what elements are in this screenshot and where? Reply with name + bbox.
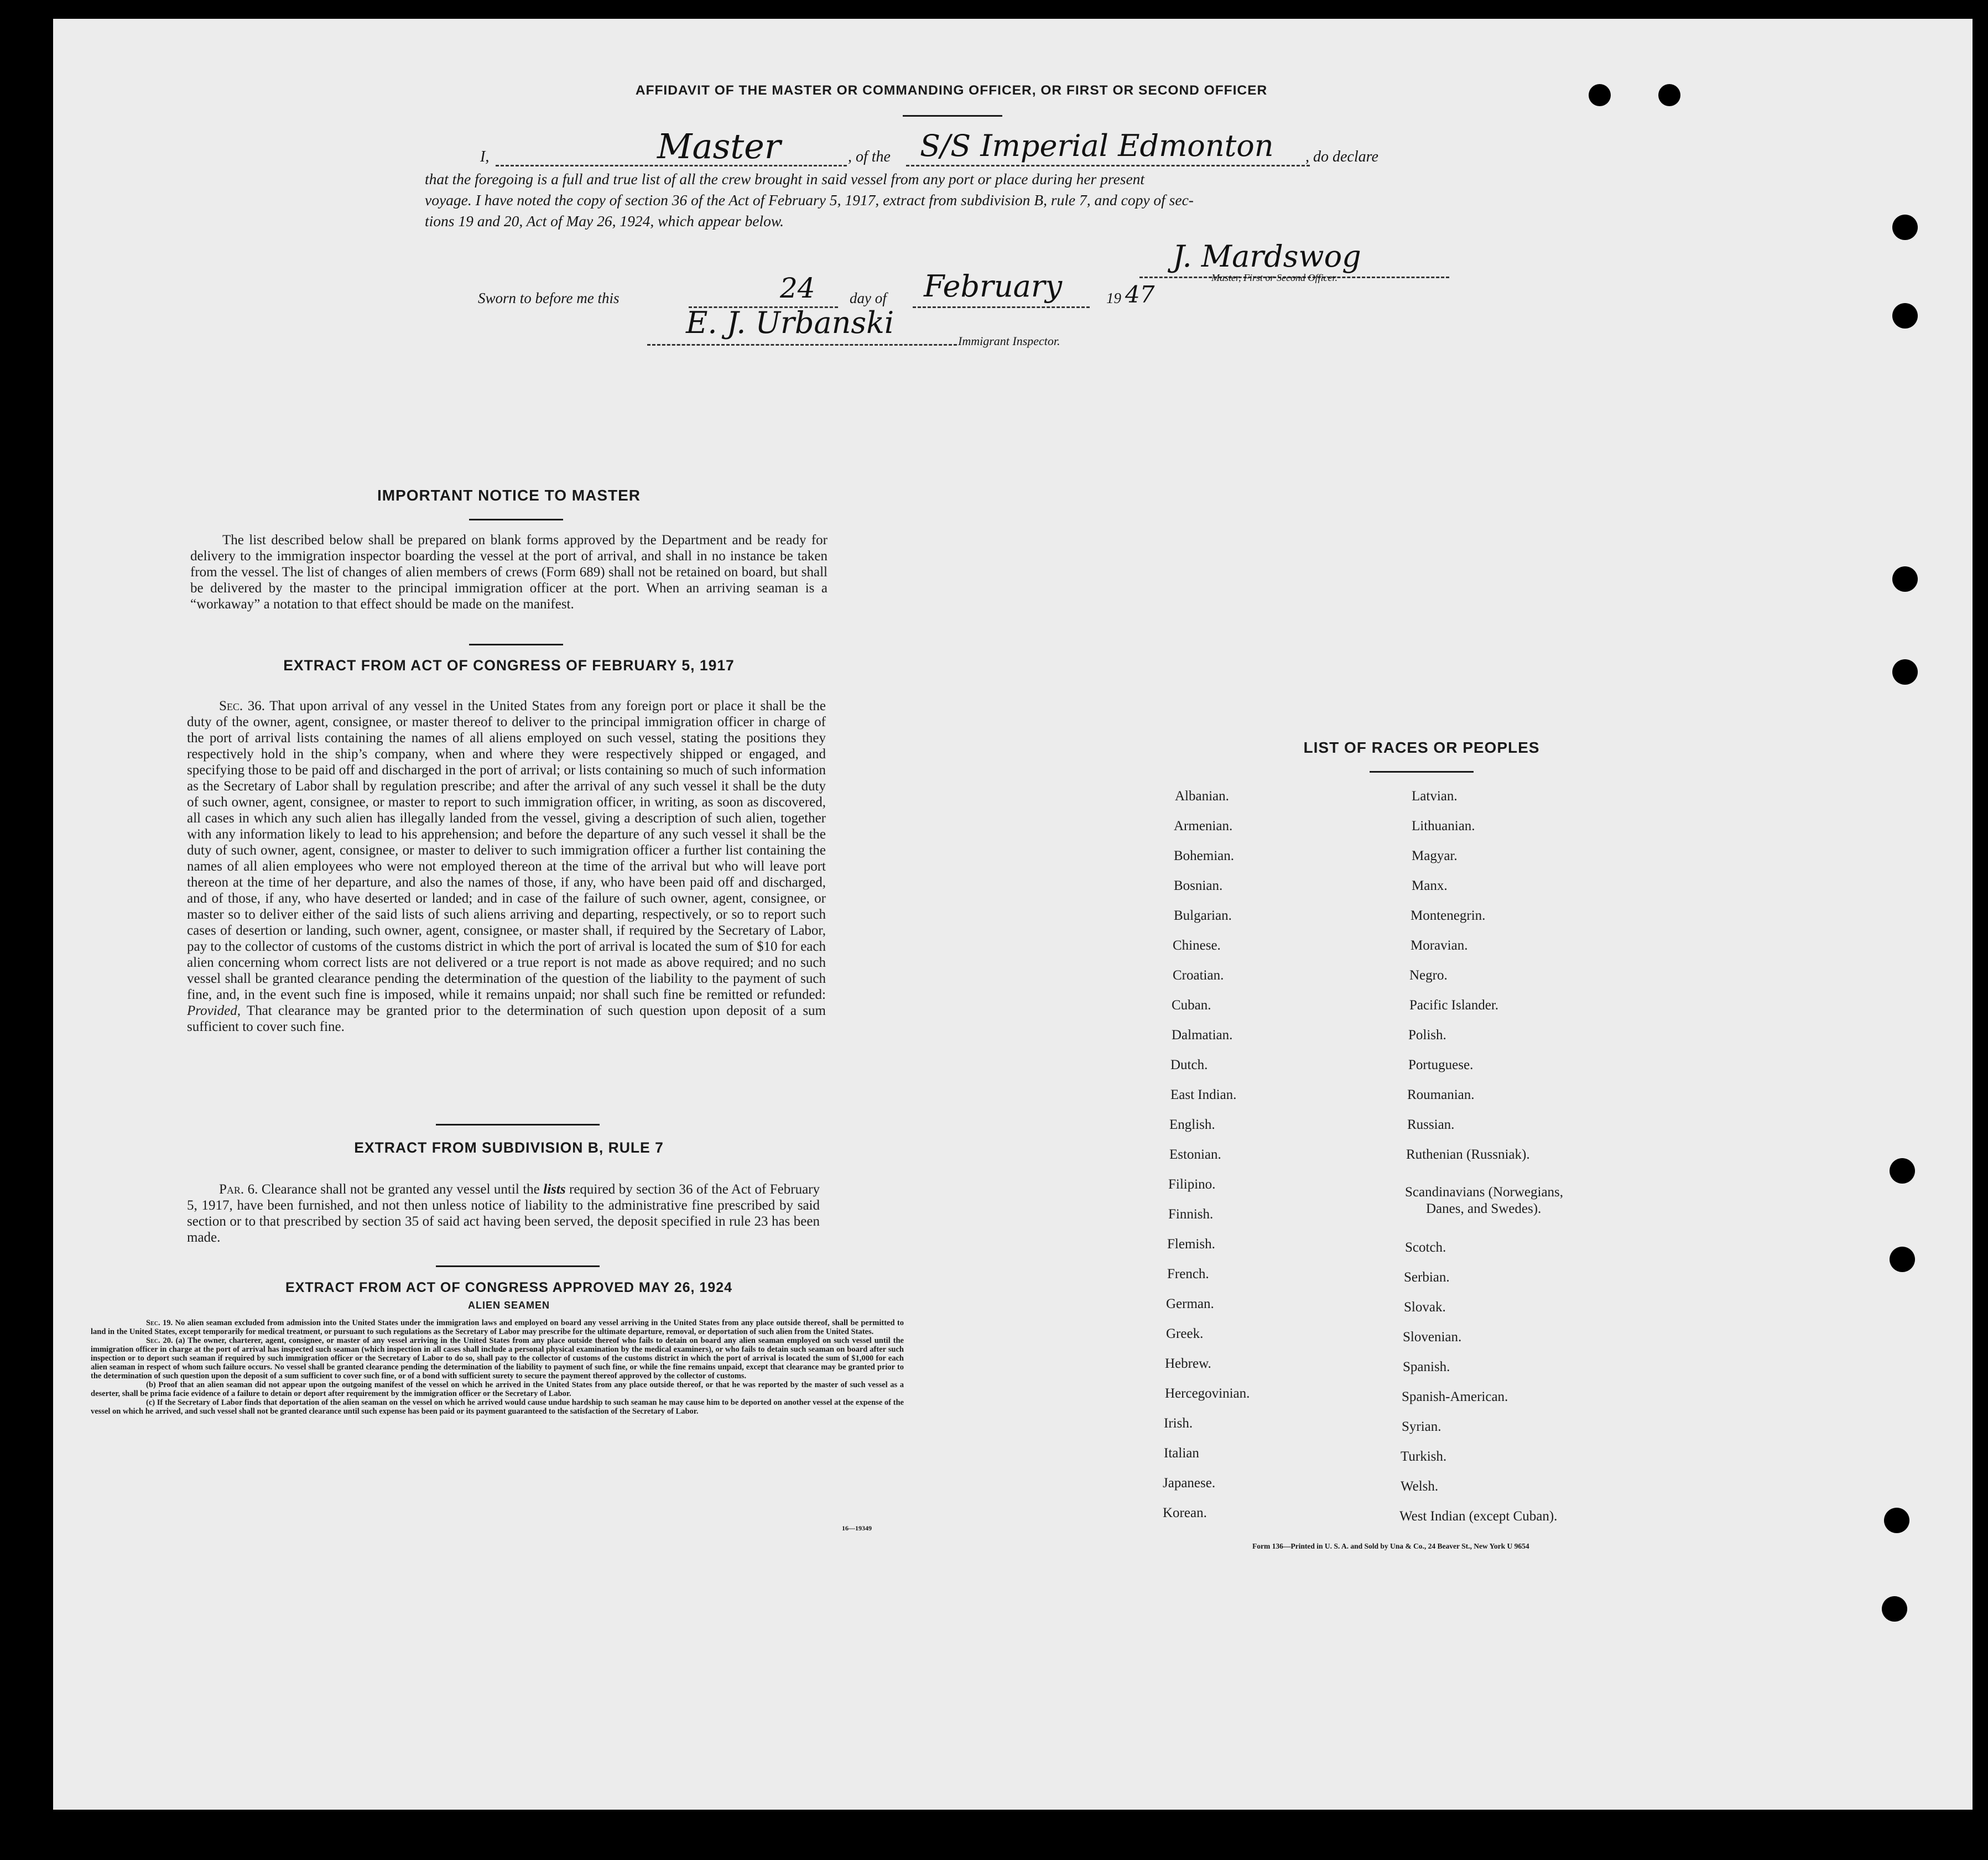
- officer-caption: Master, First or Second Officer.: [1211, 272, 1338, 283]
- affidavit-body-line-4: tions 19 and 20, Act of May 26, 1924, which appear below.: [425, 212, 784, 230]
- race-right: Syrian.: [1402, 1419, 1441, 1434]
- race-left: Albanian.: [1175, 789, 1229, 804]
- race-left: Bosnian.: [1174, 878, 1223, 893]
- sec-19-label: Sec. 19.: [146, 1319, 173, 1327]
- par-6-label: Par. 6.: [219, 1182, 258, 1197]
- punch-hole: [1589, 84, 1611, 106]
- race-left: Italian: [1164, 1446, 1199, 1461]
- punch-hole: [1658, 84, 1680, 106]
- extract-rule7-text: [187, 1181, 820, 1246]
- race-left: Finnish.: [1168, 1207, 1214, 1222]
- race-left: Dutch.: [1170, 1057, 1208, 1072]
- month-line: [913, 306, 1090, 308]
- provided-label: Provided,: [187, 1003, 241, 1018]
- officer-signature: J. Mardswog: [1173, 239, 1361, 274]
- race-right: Negro.: [1409, 968, 1448, 983]
- extract-1917-title: EXTRACT FROM ACT OF CONGRESS OF FEBRUARY 5, 1917: [283, 657, 735, 674]
- notice-end-rule: [469, 644, 563, 645]
- race-right: Turkish.: [1401, 1449, 1447, 1464]
- sec-19: [91, 1319, 904, 1336]
- label-year: 19: [1106, 290, 1121, 306]
- race-right: Russian.: [1407, 1117, 1455, 1132]
- race-right: Portuguese.: [1408, 1057, 1474, 1072]
- sec-20-c: (c) If the Secretary of Labor finds that deportation of the alien seaman on the vessel on which he arrived would cause undue hardship to such seaman he may cause him to be deported on another vessel at the expense of the vessel on which he arrived, and such vessel shall not be granted clearance until such expense has been paid or its payment guaranteed to the satisfaction of the Secretary of Labor.: [91, 1398, 904, 1416]
- race-right: Danes, and Swedes).: [1426, 1201, 1542, 1216]
- race-right: Slovak.: [1404, 1300, 1446, 1315]
- handwritten-vessel: S/S Imperial Edmonton: [920, 128, 1274, 163]
- punch-hole: [1892, 303, 1918, 329]
- inspector-signature: E. J. Urbanski: [686, 305, 894, 340]
- punch-hole: [1892, 215, 1918, 240]
- label-I: I,: [480, 148, 490, 165]
- lists-word: lists: [543, 1182, 566, 1197]
- label-day-of: day of: [850, 290, 887, 306]
- affidavit-body-line-2: that the foregoing is a full and true list of all the crew brought in said vessel from any port or place during her present: [425, 170, 1145, 187]
- race-right: Serbian.: [1404, 1270, 1450, 1285]
- affidavit-line-1: [425, 126, 1487, 170]
- race-left: French.: [1167, 1267, 1209, 1281]
- race-left: Armenian.: [1174, 819, 1233, 833]
- race-right: Polish.: [1408, 1028, 1446, 1043]
- race-right: West Indian (except Cuban).: [1399, 1509, 1558, 1524]
- race-right: Slovenian.: [1403, 1330, 1462, 1345]
- label-sworn: Sworn to before me this: [478, 290, 620, 306]
- race-left: Irish.: [1164, 1416, 1193, 1431]
- races-title: LIST OF RACES OR PEOPLES: [1303, 739, 1540, 756]
- sec-20-b: (b) Proof that an alien seaman did not appear upon the outgoing manifest of the vessel on which he arrived in the United States from any place outside thereof, or that he was reported by the master of such vessel as a deserter, shall be prima facie evidence of a failure to detain or deport after requirement by the immigration officer or the Secretary of Labor.: [91, 1380, 904, 1398]
- form-imprint: Form 136—Printed in U. S. A. and Sold by Una & Co., 24 Beaver St., New York U 9654: [1252, 1542, 1529, 1550]
- race-right: Roumanian.: [1407, 1087, 1475, 1102]
- race-right: Spanish-American.: [1402, 1389, 1508, 1404]
- race-left: English.: [1169, 1117, 1215, 1132]
- extract-rule7-end-rule: [436, 1265, 600, 1267]
- punch-hole: [1892, 659, 1918, 685]
- sec-20-label: Sec. 20.: [146, 1336, 173, 1345]
- race-right: Spanish.: [1403, 1359, 1450, 1374]
- race-left: Korean.: [1163, 1505, 1207, 1520]
- label-do-declare: , do declare: [1305, 148, 1378, 165]
- race-left: Bohemian.: [1174, 848, 1235, 863]
- handwritten-year: 47: [1125, 281, 1155, 308]
- race-left: East Indian.: [1170, 1087, 1237, 1102]
- title-underline: [903, 115, 1002, 117]
- race-left: Greek.: [1166, 1326, 1204, 1341]
- inspector-caption: Immigrant Inspector.: [958, 334, 1060, 348]
- print-code: 16—19349: [842, 1524, 872, 1532]
- race-right: Ruthenian (Russniak).: [1406, 1147, 1530, 1162]
- race-left: Cuban.: [1172, 998, 1211, 1013]
- punch-hole: [1890, 1158, 1915, 1184]
- race-left: Filipino.: [1168, 1177, 1216, 1192]
- race-right: Lithuanian.: [1412, 819, 1475, 833]
- punch-hole: [1890, 1247, 1915, 1272]
- race-left: Chinese.: [1173, 938, 1221, 953]
- race-right: Pacific Islander.: [1409, 998, 1499, 1013]
- sec-19-text: No alien seaman excluded from admission into the United States under the immigration laws and employed on board any vessel arriving in the United States from any place outside thereof, shall be permitted to land in the United States, except temporarily for medical treatment, or pursuant to such regulations as the Secretary of Labor may prescribe for the ultimate departure, removal, or deportation of such alien from the United States.: [91, 1319, 904, 1336]
- rule7-text-a: Clearance shall not be granted any vessel until the: [261, 1182, 540, 1197]
- race-left: Hebrew.: [1165, 1356, 1211, 1371]
- vessel-line: [906, 165, 1310, 166]
- race-left: Estonian.: [1169, 1147, 1221, 1162]
- race-left: Dalmatian.: [1172, 1028, 1233, 1043]
- handwritten-day: 24: [780, 272, 815, 304]
- punch-hole: [1884, 1508, 1909, 1533]
- race-right: Scotch.: [1405, 1240, 1446, 1255]
- race-left: German.: [1166, 1296, 1214, 1311]
- notice-title: IMPORTANT NOTICE TO MASTER: [377, 487, 641, 504]
- extract-1924-text: [91, 1319, 904, 1416]
- race-right: Montenegrin.: [1411, 908, 1486, 923]
- affidavit-title: AFFIDAVIT OF THE MASTER OR COMMANDING OFFICER, OR FIRST OR SECOND OFFICER: [635, 83, 1268, 98]
- race-left: Japanese.: [1163, 1476, 1216, 1491]
- race-right: Magyar.: [1412, 848, 1458, 863]
- punch-hole: [1892, 566, 1918, 592]
- extract-1924-title: EXTRACT FROM ACT OF CONGRESS APPROVED MAY 26, 1924: [285, 1280, 733, 1295]
- race-left: Hercegovinian.: [1165, 1386, 1250, 1401]
- sec-36-label: Sec. 36.: [219, 699, 265, 713]
- inspector-signature-line: [647, 344, 957, 346]
- punch-hole: [1882, 1596, 1907, 1622]
- extract-1924-subtitle: ALIEN SEAMEN: [467, 1300, 550, 1311]
- sec-20-a: [91, 1336, 904, 1380]
- handwritten-master: Master: [657, 126, 781, 166]
- rule7-text-b: required by section 36 of the Act of February 5, 1917, have been furnished, and not then unless notice of liability to the administrative fine prescribed by said section or to that prescribed by section 35 of said act having been served, the deposit specified in rule 23 has been made.: [187, 1182, 820, 1245]
- handwritten-month: February: [924, 269, 1063, 304]
- race-right: Welsh.: [1401, 1479, 1439, 1494]
- race-left: Croatian.: [1173, 968, 1224, 983]
- extract-1917-end-rule: [436, 1124, 600, 1126]
- extract-rule7-title: EXTRACT FROM SUBDIVISION B, RULE 7: [354, 1139, 664, 1156]
- race-right: Manx.: [1412, 878, 1448, 893]
- race-right: Scandinavians (Norwegians,: [1405, 1185, 1564, 1200]
- race-left: Flemish.: [1167, 1237, 1215, 1252]
- extract-1917-text: [187, 698, 826, 1035]
- notice-text: The list described below shall be prepared on blank forms approved by the Department and be ready for delivery to the immigration inspector boarding the vessel at the port of arrival, and shall in no instance be taken from the vessel. The list of changes of alien members of crews (Form 689) shall not be retained on board, but shall be delivered by the master to the principal immigration officer at the port. When an arriving seaman is a “workaway” a notation to that effect should be made on the manifest.: [190, 533, 828, 612]
- provided-text: That clearance may be granted prior to the determination of such question upon deposit of a sum sufficient to cover such fine.: [187, 1003, 826, 1034]
- sec-36-text: That upon arrival of any vessel in the United States from any foreign port or place it shall be the duty of the owner, agent, consignee, or master thereof to deliver to the principal immigration officer in charge of the port of arrival lists containing the names of all aliens employed on such vessel, stating the positions they respectively hold in the ship’s company, when and where they were respectively shipped or engaged, and specifying those to be paid off and discharged in the port of arrival; or lists containing so much of such information as the Secretary of Labor shall by regulation prescribe; and after the arrival of any such vessel it shall be the duty of such owner, agent, consignee, or master to report to such immigration officer, in writing, as soon as discovered, all cases in which any such alien has illegally landed from the vessel, giving a description of such alien, together with any information likely to lead to his apprehension; and before the departure of any such vessel it shall be the duty of such owner, agent, consignee, or master to deliver to such immigration officer a further list containing the names of all alien employees who were not employed thereon at the time of the arrival but who will leave port thereon at the time of her departure, and also the names of those, if any, who have been paid off and discharged, and of those, if any, who have deserted or landed; and in case of the failure of such owner, agent, consignee, or master so to deliver either of the said lists of such aliens arriving and departing, respectively, or so to report such cases of desertion or landing, such owner, agent, consignee, or master shall, if required by the Secretary of Labor, pay to the collector of customs of the customs district in which the port of arrival is located the sum of $10 for each alien concerning whom correct lists are not delivered or a true report is not made as above required; and no such vessel shall be granted clearance pending the determination of the question of the liability to the payment of such fine, and, in the event such fine is imposed, while it remains unpaid; nor shall such fine be remitted or refunded:: [187, 699, 826, 1002]
- race-left: Bulgarian.: [1174, 908, 1232, 923]
- race-right: Moravian.: [1411, 938, 1468, 953]
- affidavit-body-line-3: voyage. I have noted the copy of section 36 of the Act of February 5, 1917, extract from subdivision B, rule 7, and copy of sec-: [425, 191, 1194, 209]
- label-of-the: , of the: [848, 148, 891, 165]
- notice-title-rule: [469, 519, 563, 520]
- races-title-rule: [1370, 771, 1474, 773]
- race-right: Latvian.: [1412, 789, 1458, 804]
- sec-20a-text: (a) The owner, charterer, agent, consignee, or master of any vessel arriving in the United States from any place outside thereof who fails to detain on board any alien seaman employed on such vessel until the immigration officer in charge at the port of arrival has inspected such seaman (which inspection in all cases shall include a personal physical examination by the medical examiners), or who fails to detain such seaman on board after such inspection or to deport such seaman if required by such immigration officer or the Secretary of Labor to do so, shall pay to the collector of customs of the customs district in which the port of arrival is located the sum of $1,000 for each alien seaman in respect of whom such failure occurs. No vessel shall be granted clearance pending the determination of the liability to payment of such fine, or while the fine remains unpaid, except that clearance may be granted prior to the determination of such question upon the deposit of a sum sufficient to cover such fine, or of a bond with sufficient surety to secure the payment thereof approved by the collector of customs.: [91, 1336, 904, 1380]
